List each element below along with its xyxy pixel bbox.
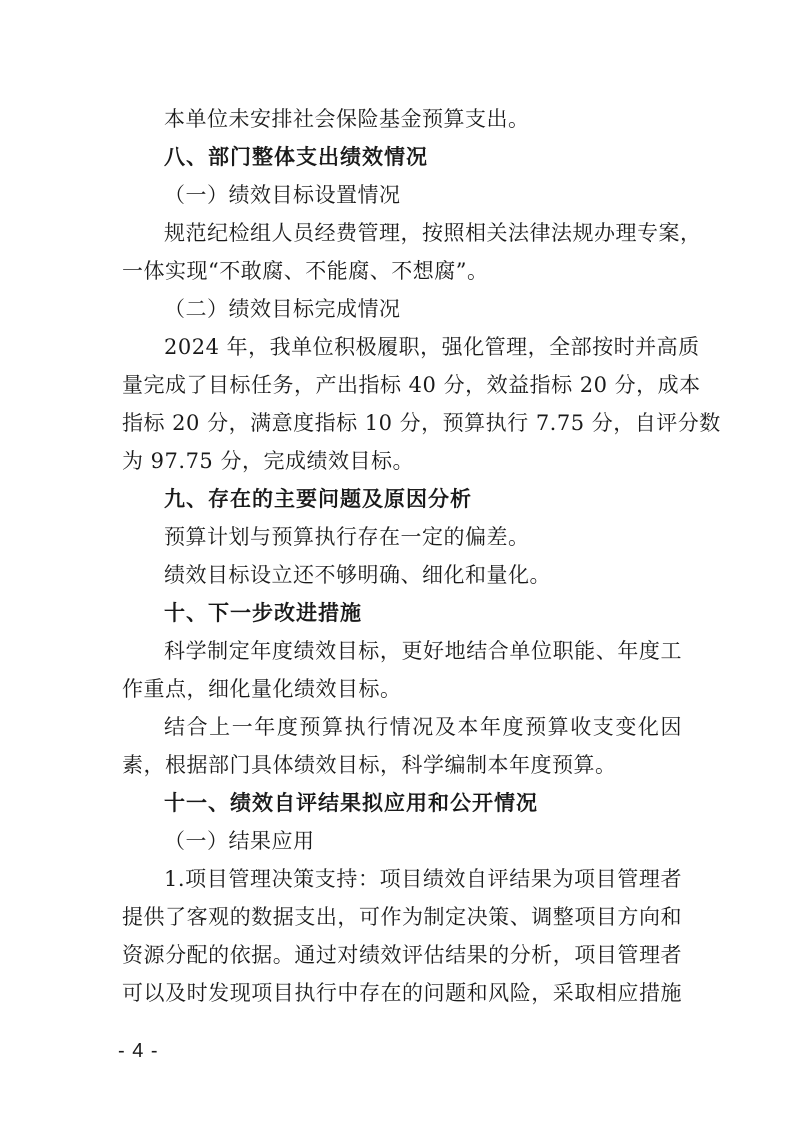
paragraph-application-line-1: 1.项目管理决策支持：项目绩效自评结果为项目管理者 [164, 867, 682, 891]
paragraph-goal-setting-line-2: 一体实现“不敢腐、不能腐、不想腐”。 [122, 259, 489, 283]
paragraph-improvement-1-line-1: 科学制定年度绩效目标，更好地结合单位职能、年度工 [164, 639, 682, 663]
paragraph-problem-2: 绩效目标设立还不够明确、细化和量化。 [164, 563, 551, 587]
paragraph-improvement-2-line-2: 素，根据部门具体绩效目标，科学编制本年度预算。 [122, 753, 617, 777]
paragraph-application-line-3: 资源分配的依据。通过对绩效评估结果的分析，项目管理者 [122, 943, 682, 967]
paragraph-improvement-2-line-1: 结合上一年度预算执行情况及本年度预算收支变化因 [164, 715, 682, 739]
paragraph-goal-setting-line-1: 规范纪检组人员经费管理，按照相关法律法规办理专案， [164, 221, 702, 245]
paragraph-goal-completion-line-3: 指标 20 分，满意度指标 10 分，预算执行 7.75 分，自评分数 [122, 411, 721, 435]
paragraph-improvement-1-line-2: 作重点，细化量化绩效目标。 [122, 677, 402, 701]
paragraph-goal-completion-line-4: 为 97.75 分，完成绩效目标。 [122, 449, 414, 473]
heading-section-9: 九、存在的主要问题及原因分析 [164, 487, 472, 511]
page-number: - 4 - [118, 1040, 159, 1062]
paragraph-application-line-4: 可以及时发现项目执行中存在的问题和风险，采取相应措施 [122, 981, 682, 1005]
paragraph-application-line-2: 提供了客观的数据支出，可作为制定决策、调整项目方向和 [122, 905, 682, 929]
heading-section-10: 十、下一步改进措施 [164, 601, 362, 625]
paragraph-social-insurance-line: 本单位未安排社会保险基金预算支出。 [164, 107, 530, 131]
subheading-goal-setting: （一）绩效目标设置情况 [164, 183, 401, 207]
heading-section-8: 八、部门整体支出绩效情况 [164, 145, 428, 169]
paragraph-goal-completion-line-2: 量完成了目标任务，产出指标 40 分，效益指标 20 分，成本 [122, 373, 701, 397]
heading-section-11: 十一、绩效自评结果拟应用和公开情况 [164, 791, 538, 815]
paragraph-goal-completion-line-1: 2024 年，我单位积极履职，强化管理，全部按时并高质 [164, 335, 700, 359]
subheading-result-application: （一）结果应用 [164, 829, 315, 853]
subheading-goal-completion: （二）绩效目标完成情况 [164, 297, 401, 321]
paragraph-problem-1: 预算计划与预算执行存在一定的偏差。 [164, 525, 530, 549]
